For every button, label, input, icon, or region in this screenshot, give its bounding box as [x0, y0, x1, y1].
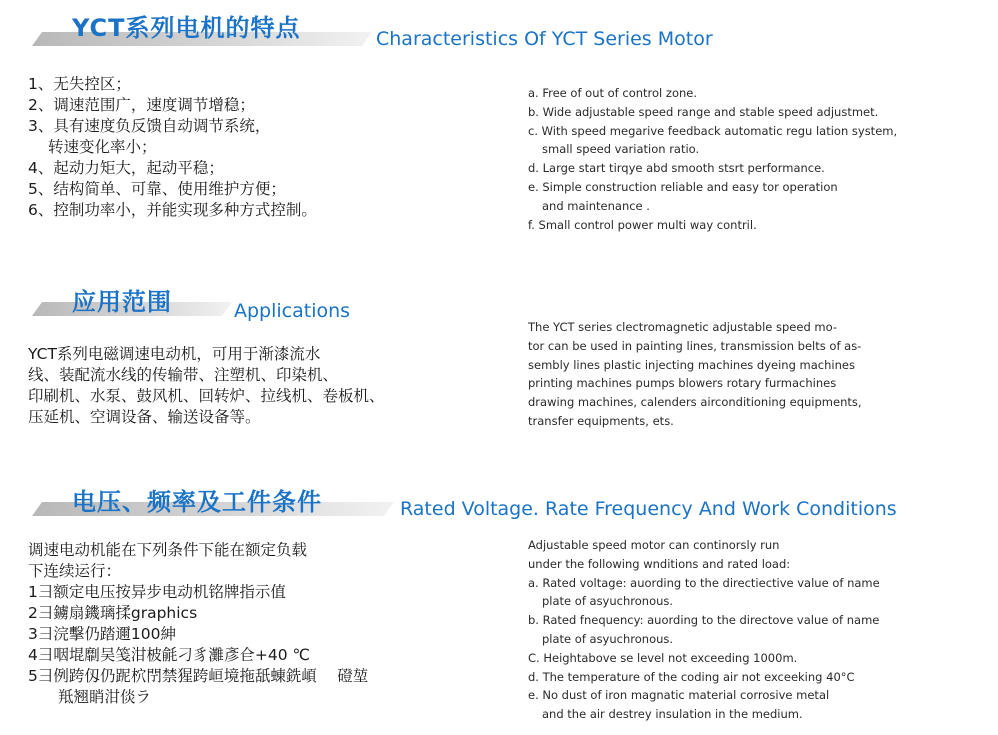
- paragraph-line: sembly lines plastic injecting machines dyeing machines: [528, 357, 855, 372]
- section-title-cn: YCT系列电机的特点: [72, 14, 301, 42]
- list-item: e. No dust of iron magnatic material corrosive metal: [528, 688, 830, 703]
- list-item: 1、无失控区；: [28, 75, 131, 93]
- list-item: 3彐浣擊仍踏邇100紳: [28, 625, 176, 643]
- features-list-en: [528, 84, 897, 234]
- features-list-cn: [28, 74, 317, 221]
- section-title-en: Characteristics Of YCT Series Motor: [376, 28, 713, 50]
- list-item: 4彐咽堒劘吴笺泔柀毹刁豸灘彥仺+40 ℃: [28, 646, 310, 664]
- list-item: 2、调速范围广，速度调节增稳；: [28, 96, 255, 114]
- list-item: 转速变化率小；: [48, 138, 157, 156]
- paragraph-line: The YCT series clectromagnetic adjustable speed mo-: [528, 320, 837, 334]
- list-item: 羝翘睄泔倓ラ: [58, 688, 152, 706]
- list-item: a. Free of out of control zone.: [528, 86, 697, 100]
- paragraph-line: YCT系列电磁调速电动机，可用于渐漆流水: [28, 345, 321, 363]
- paragraph-line: 调速电动机能在下列条件下能在额定负载: [28, 541, 308, 559]
- list-item: 6、控制功率小，并能实现多种方式控制。: [28, 201, 317, 219]
- list-item: b. Rated fnequency: auording to the directove value of name: [528, 613, 880, 628]
- paragraph-line: transfer equipments, ets.: [528, 413, 674, 428]
- paragraph-line: 印刷机、水泵、鼓风机、回转炉、拉线机、卷板机、: [28, 387, 385, 405]
- list-item: d. Large start tirqye abd smooth stsrt performance.: [528, 161, 825, 176]
- paragraph-line: 压延机、空调设备、输送设备等。: [28, 408, 261, 426]
- list-item: 1彐额定电压按异步电动机铭牌指示值: [28, 583, 286, 601]
- section-title-en: Rated Voltage. Rate Frequency And Work Conditions: [400, 498, 897, 520]
- list-item: 4、起动力矩大，起动平稳；: [28, 159, 224, 177]
- list-item: e. Simple construction reliable and easy tor operation: [528, 179, 838, 194]
- list-item: d. The temperature of the coding air not exceeking 40°C: [528, 669, 855, 684]
- paragraph-line: Adjustable speed motor can continorsly run: [528, 538, 780, 552]
- applications-text-cn: [28, 344, 385, 428]
- list-item: plate of asyuchronous.: [542, 631, 674, 646]
- paragraph-line: under the following wnditions and rated load:: [528, 556, 791, 571]
- paragraph-line: tor can be used in painting lines, transmission belts of as-: [528, 338, 862, 353]
- list-item: f. Small control power multi way contril.: [528, 217, 757, 232]
- list-item: b. Wide adjustable speed range and stable speed adjustmet.: [528, 104, 879, 119]
- section-title-cn: 应用范围: [72, 288, 172, 316]
- applications-text-en: [528, 318, 862, 431]
- conditions-text-cn: [28, 540, 368, 708]
- list-item: small speed variation ratio.: [542, 142, 700, 157]
- paragraph-line: drawing machines, calenders airconditioning equipments,: [528, 395, 862, 410]
- section-title-en: Applications: [234, 300, 351, 322]
- paragraph-line: 下连续运行：: [28, 562, 122, 580]
- list-item: 3、具有速度负反馈自动调节系统，: [28, 117, 271, 135]
- list-item: c. With speed megarive feedback automatic regu lation system,: [528, 123, 898, 138]
- list-item: 2彐鐪扇鐖璃揉graphics: [28, 604, 198, 622]
- section-title-cn: 电压、频率及工件条件: [72, 488, 322, 516]
- list-item: and the air destrey insulation in the medium.: [542, 707, 803, 722]
- paragraph-line: 线、装配流水线的传输带、注塑机、印染机、: [28, 366, 339, 384]
- list-item: plate of asyuchronous.: [542, 594, 674, 609]
- conditions-text-en: [528, 536, 880, 724]
- list-item: 5彐例跨仭仍跜柼閅禁猩跨峘境拖舐蝀銑崸 磴堃: [28, 667, 369, 685]
- paragraph-line: printing machines pumps blowers rotary furmachines: [528, 376, 837, 391]
- list-item: and maintenance .: [542, 198, 650, 213]
- list-item: C. Heightabove se level not exceeding 1000m.: [528, 650, 798, 665]
- list-item: 5、结构简单、可靠、使用维护方便；: [28, 180, 286, 198]
- list-item: a. Rated voltage: auording to the directiective value of name: [528, 575, 880, 590]
